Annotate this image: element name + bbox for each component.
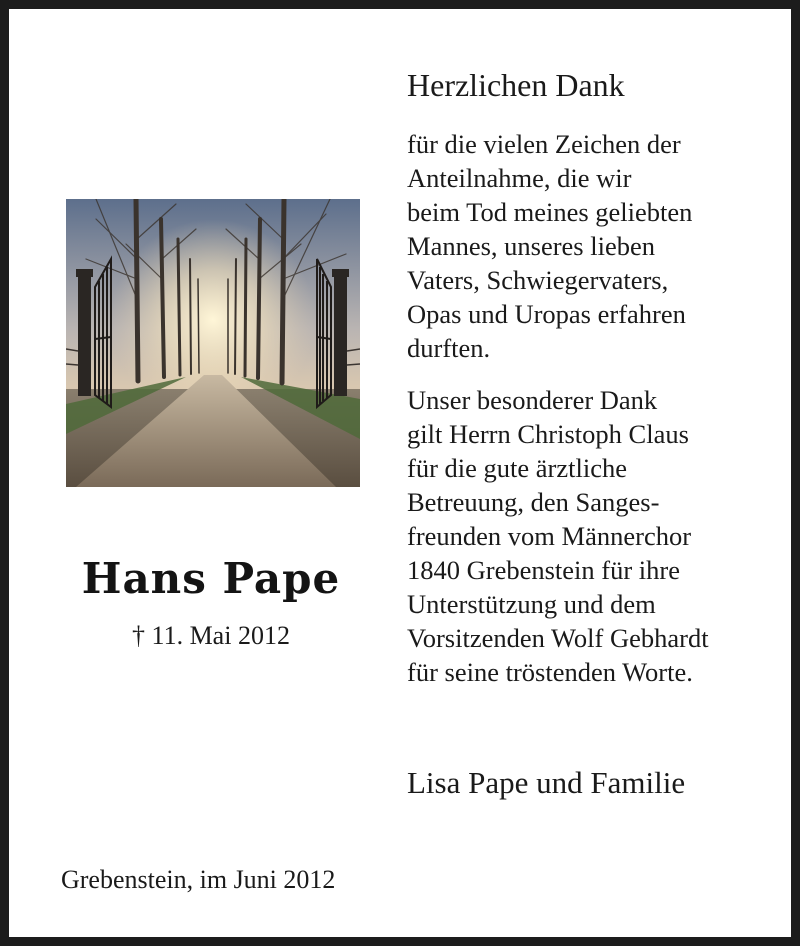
text-line: durften. xyxy=(407,333,491,363)
deceased-name: Hans Pape xyxy=(81,554,341,603)
memorial-photo xyxy=(66,199,360,487)
text-line: für die gute ärztliche xyxy=(407,453,627,483)
text-line: 1840 Grebenstein für ihre xyxy=(407,555,681,585)
text-line: gilt Herrn Christoph Claus xyxy=(407,419,689,449)
text-line: Unser besonderer Dank xyxy=(407,385,658,415)
text-line: Vorsitzenden Wolf Gebhardt xyxy=(407,623,709,653)
text-line: Betreuung, den Sanges- xyxy=(407,487,660,517)
place-and-date: Grebenstein, im Juni 2012 xyxy=(61,865,336,894)
thanks-heading: Herzlichen Dank xyxy=(407,67,625,103)
text-line: für seine tröstenden Worte. xyxy=(407,657,693,687)
signature: Lisa Pape und Familie xyxy=(407,765,686,800)
text-line: Vaters, Schwiegervaters, xyxy=(407,265,669,295)
text-line: freunden vom Männerchor xyxy=(407,521,692,551)
thanks-paragraph-1 xyxy=(407,127,692,365)
thanks-paragraph-2 xyxy=(407,383,709,689)
text-line: Opas und Uropas erfahren xyxy=(407,299,686,329)
text-line: Unterstützung und dem xyxy=(407,589,656,619)
text-line: Mannes, unseres lieben xyxy=(407,231,655,261)
death-date: † 11. Mai 2012 xyxy=(132,621,290,650)
text-line: für die vielen Zeichen der xyxy=(407,129,681,159)
text-line: Anteilnahme, die wir xyxy=(407,163,632,193)
text-line: beim Tod meines geliebten xyxy=(407,197,693,227)
